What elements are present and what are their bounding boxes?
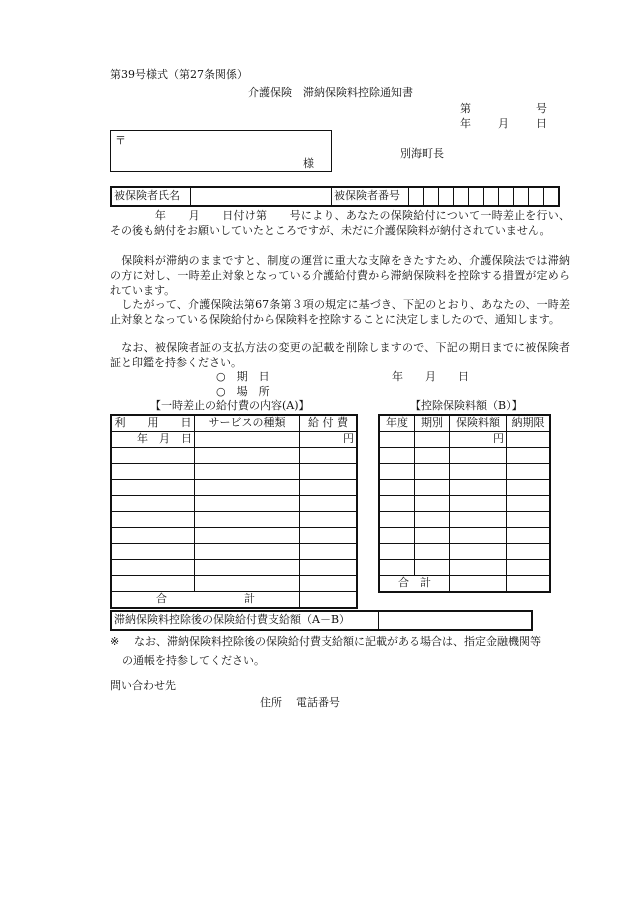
table-cell[interactable] — [195, 480, 300, 496]
contact-label: 問い合わせ先 — [110, 679, 176, 692]
table-cell[interactable] — [111, 528, 195, 544]
schedule-date-value: 年 月 日 — [392, 370, 469, 383]
table-cell[interactable] — [195, 544, 300, 560]
table-cell[interactable] — [300, 528, 358, 544]
table-cell[interactable] — [111, 576, 195, 592]
table-cell[interactable] — [379, 480, 415, 496]
table-cell[interactable] — [300, 544, 358, 560]
table-cell[interactable] — [450, 512, 507, 528]
table-total-row — [111, 592, 357, 609]
col-header-premium: 保険料額 — [450, 415, 507, 432]
table-cell[interactable] — [379, 544, 415, 560]
insured-number-digit[interactable] — [469, 187, 484, 206]
table-cell[interactable] — [300, 512, 358, 528]
table-cell[interactable] — [379, 432, 415, 448]
table-cell[interactable] — [379, 464, 415, 480]
paragraph-3: したがって、介護保険法第67条第３項の規定に基づき、下記のとおり、あなたの、一時差止対象となっている保険給付から保険料を控除することに決定しましたので、通知します。 — [110, 298, 570, 326]
table-row — [379, 496, 550, 512]
table-row — [111, 544, 357, 560]
row-amount[interactable]: 円 — [300, 432, 358, 448]
number-go: 号 — [536, 102, 547, 115]
table-row — [379, 432, 550, 448]
table-total-row — [379, 576, 550, 593]
insured-number-digit[interactable] — [424, 187, 439, 206]
insured-name-label: 被保険者氏名 — [111, 187, 191, 206]
table-cell[interactable] — [111, 560, 195, 576]
table-row — [111, 464, 357, 480]
table-cell[interactable] — [195, 560, 300, 576]
table-cell[interactable] — [507, 512, 551, 528]
payment-amount[interactable] — [379, 611, 533, 630]
table-cell[interactable] — [450, 544, 507, 560]
schedule-date-label: ○ 期 日 — [216, 370, 270, 383]
table-cell[interactable] — [450, 464, 507, 480]
table-cell[interactable] — [111, 544, 195, 560]
left-table-caption: 【一時差止の給付費の内容(A)】 — [150, 399, 310, 412]
table-row — [379, 560, 550, 576]
table-cell[interactable] — [415, 560, 450, 576]
number-dai: 第 — [460, 102, 471, 115]
table-row — [111, 512, 357, 528]
table-cell[interactable] — [415, 432, 450, 448]
table-cell[interactable] — [300, 480, 358, 496]
table-row — [379, 464, 550, 480]
contact-phone: 電話番号 — [296, 696, 340, 709]
table-cell[interactable] — [507, 576, 551, 593]
benefit-table — [110, 414, 358, 609]
table-cell[interactable] — [507, 528, 551, 544]
insured-number-digit[interactable] — [409, 187, 424, 206]
col-header-period: 期別 — [415, 415, 450, 432]
table-cell[interactable] — [300, 576, 358, 592]
table-row — [111, 560, 357, 576]
insured-number-digit[interactable] — [514, 187, 529, 206]
table-cell[interactable] — [111, 512, 195, 528]
table-cell[interactable] — [379, 448, 415, 464]
table-cell[interactable] — [415, 496, 450, 512]
insured-number-digit[interactable] — [454, 187, 469, 206]
table-cell[interactable] — [300, 560, 358, 576]
total-amount[interactable] — [300, 592, 358, 609]
table-cell[interactable] — [415, 544, 450, 560]
form-id: 第39号様式（第27条関係） — [110, 68, 248, 81]
contact-address: 住所 — [260, 696, 282, 709]
table-cell[interactable] — [111, 480, 195, 496]
table-row — [379, 544, 550, 560]
table-cell[interactable] — [415, 464, 450, 480]
table-cell[interactable] — [111, 496, 195, 512]
note-line-1: なお、滞納保険料控除後の保険給付費支給額に記載がある場合は、指定金融機関等 — [134, 635, 541, 648]
note-line-2: の通帳を持参してください。 — [122, 654, 265, 667]
date-year: 年 — [460, 117, 471, 130]
total-amount[interactable] — [450, 576, 507, 593]
document-title: 介護保険 滞納保険料控除通知書 — [248, 86, 413, 99]
table-row — [379, 512, 550, 528]
row-premium[interactable]: 円 — [450, 432, 507, 448]
table-row — [111, 480, 357, 496]
table-cell[interactable] — [507, 432, 551, 448]
table-cell[interactable] — [507, 480, 551, 496]
table-cell[interactable] — [450, 528, 507, 544]
table-cell[interactable] — [195, 448, 300, 464]
table-cell[interactable] — [379, 560, 415, 576]
table-cell[interactable] — [507, 464, 551, 480]
table-row — [111, 432, 357, 448]
postal-mark: 〒 — [115, 134, 126, 147]
date-day: 日 — [536, 117, 547, 130]
right-table-caption: 【控除保険料額（B）】 — [410, 399, 523, 412]
note-mark: ※ — [110, 635, 120, 648]
table-cell[interactable] — [379, 528, 415, 544]
table-cell[interactable] — [415, 480, 450, 496]
insured-name-field[interactable] — [191, 187, 332, 206]
col-header-service-type: サービスの種類 — [195, 415, 300, 432]
table-cell[interactable] — [415, 512, 450, 528]
table-cell[interactable] — [507, 544, 551, 560]
row-date[interactable]: 年 月 日 — [111, 432, 195, 448]
table-cell[interactable] — [300, 496, 358, 512]
table-cell[interactable] — [195, 496, 300, 512]
insured-row — [110, 186, 560, 207]
insured-number-digit[interactable] — [529, 187, 544, 206]
address-box[interactable] — [110, 130, 332, 172]
table-cell[interactable] — [300, 448, 358, 464]
table-row — [111, 576, 357, 592]
insured-number-digit[interactable] — [484, 187, 499, 206]
schedule-place-label: ○ 場 所 — [216, 385, 270, 398]
table-cell[interactable] — [379, 512, 415, 528]
table-cell[interactable] — [450, 560, 507, 576]
deduction-table — [378, 414, 551, 593]
paragraph-1: 年 月 日付け第 号により、あなたの保険給付について一時差止を行い、その後も納付をお願いしていたところですが、未だに介護保険料が納付されていません。 — [110, 209, 570, 237]
insured-number-digit[interactable] — [544, 187, 560, 206]
table-cell[interactable] — [507, 448, 551, 464]
table-row — [111, 448, 357, 464]
table-row — [111, 496, 357, 512]
table-cell[interactable] — [415, 528, 450, 544]
table-cell[interactable] — [111, 464, 195, 480]
insured-number-digit[interactable] — [499, 187, 514, 206]
sama-label: 様 — [303, 157, 314, 170]
paragraph-2: 保険料が滞納のままですと、制度の運営に重大な支障をきたすため、介護保険法では滞納の方に対し、一時差止対象となっている介護給付費から滞納保険料を控除する措置が定められています。 — [110, 254, 570, 297]
table-row — [379, 480, 550, 496]
insured-number-label: 被保険者番号 — [332, 187, 409, 206]
total-label: 合 計 — [379, 576, 450, 593]
table-cell[interactable] — [379, 496, 415, 512]
table-cell[interactable] — [300, 464, 358, 480]
issuer: 別海町長 — [400, 147, 444, 160]
table-cell[interactable] — [195, 528, 300, 544]
table-cell[interactable] — [415, 448, 450, 464]
table-cell[interactable] — [450, 448, 507, 464]
table-cell[interactable] — [195, 464, 300, 480]
table-cell[interactable] — [111, 448, 195, 464]
payment-label: 滞納保険料控除後の保険給付費支給額（A－B） — [111, 611, 379, 630]
col-header-due-date: 納期限 — [507, 415, 551, 432]
total-label: 合 計 — [111, 592, 300, 609]
payment-row — [110, 610, 533, 631]
paragraph-4: なお、被保険者証の支払方法の変更の記載を削除しますので、下記の期日までに被保険者証と印鑑を持参ください。 — [110, 341, 570, 369]
table-cell[interactable] — [507, 560, 551, 576]
col-header-fiscal-year: 年度 — [379, 415, 415, 432]
table-cell[interactable] — [450, 496, 507, 512]
table-row — [379, 448, 550, 464]
table-cell[interactable] — [450, 480, 507, 496]
col-header-usage-date: 利 用 日 — [111, 415, 195, 432]
col-header-benefit: 給 付 費 — [300, 415, 358, 432]
table-cell[interactable] — [195, 512, 300, 528]
table-row — [379, 528, 550, 544]
table-cell[interactable] — [507, 496, 551, 512]
table-cell[interactable] — [195, 576, 300, 592]
date-month: 月 — [498, 117, 509, 130]
insured-number-digit[interactable] — [439, 187, 454, 206]
row-service[interactable] — [195, 432, 300, 448]
table-row — [111, 528, 357, 544]
